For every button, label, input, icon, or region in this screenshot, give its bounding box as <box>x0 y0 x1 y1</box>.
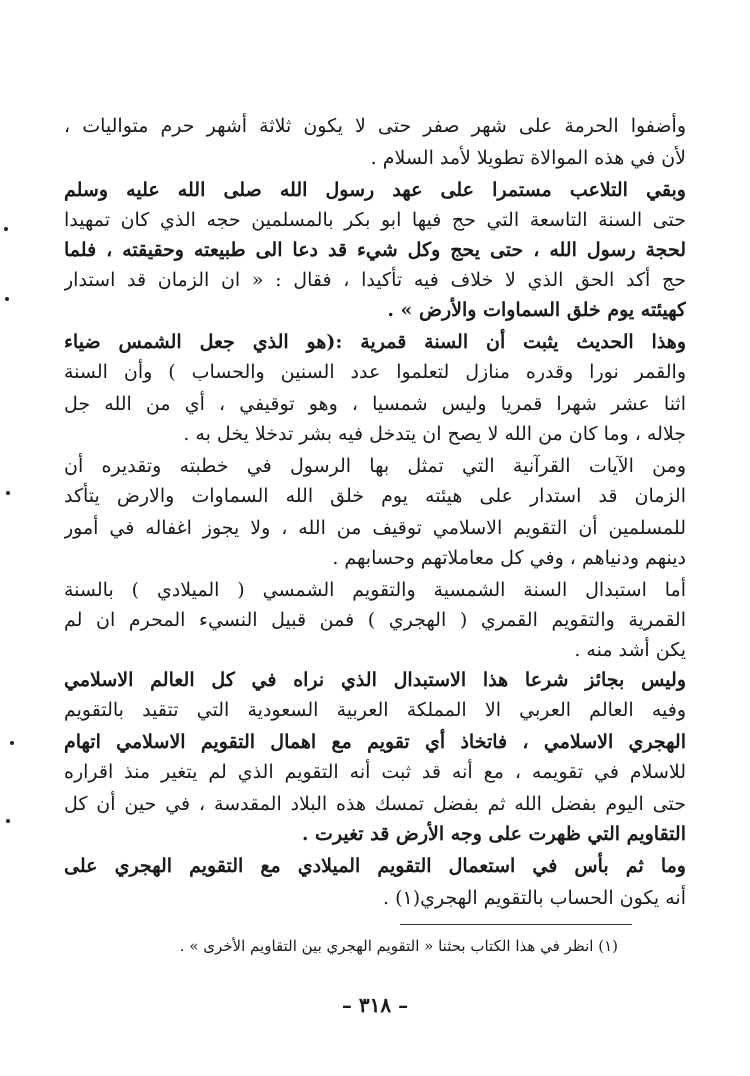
text-line: وليس بجائز شرعا هذا الاستبدال الذي نراه في كل العالم الاسلامي <box>64 669 686 691</box>
text-line: وهذا الحديث يثبت أن السنة قمرية :(هو الذي جعل الشمس ضياء <box>64 331 686 353</box>
text-line: وما ثم بأس في استعمال التقويم الميلادي مع التقويم الهجري على <box>64 855 686 877</box>
text-line: جلاله ، وما كان من الله لا يصح ان يتدخل فيه بشر تدخلا يخل به . <box>183 423 686 445</box>
scan-speck <box>10 741 14 745</box>
text-line: لحجة رسول الله ، حتى يحج وكل شيء قد دعا الى طبيعته وحقيقته ، فلما <box>64 239 686 261</box>
text-line: وأضفوا الحرمة على شهر صفر حتى لا يكون ثلاثة أشهر حرم متواليات ، <box>64 115 686 137</box>
scan-speck <box>6 819 10 823</box>
text-line: وبقي التلاعب مستمرا على عهد رسول الله صلى الله عليه وسلم <box>64 179 686 201</box>
text-line: وفيه العالم العربي الا المملكة العربية السعودية التي تتقيد بالتقويم <box>64 699 686 721</box>
text-line: حتى اليوم بفضل الله ثم بفضل تمسك هذه البلاد المقدسة ، في حين أن كل <box>64 793 686 815</box>
text-line: كهيئته يوم خلق السماوات والأرض » . <box>387 299 686 321</box>
text-line: للمسلمين أن التقويم الاسلامي توقيف من الله ، ولا يجوز اغفاله في أمور <box>64 517 686 539</box>
text-line: حتى السنة التاسعة التي حج فيها ابو بكر بالمسلمين حجه الذي كان تمهيدا <box>64 209 686 231</box>
text-line: الزمان قد استدار على هيئته يوم خلق الله السماوات والارض يتأكد <box>64 485 686 507</box>
scan-speck <box>4 227 8 231</box>
text-line: لأن في هذه الموالاة تطويلا لأمد السلام . <box>370 147 686 169</box>
text-line: الهجري الاسلامي ، فاتخاذ أي تقويم مع اهمال التقويم الاسلامي اتهام <box>64 731 686 753</box>
text-line: أنه يكون الحساب بالتقويم الهجري(١) . <box>383 887 686 909</box>
text-line: اثنا عشر شهرا قمريا وليس شمسيا ، وهو توقيفي ، أي من الله جل <box>64 393 686 415</box>
text-line: ومن الآيات القرآنية التي تمثل بها الرسول في خطبته وتقديره أن <box>64 455 686 477</box>
text-line: والقمر نورا وقدره منازل لتعلموا عدد السنين والحساب ) وأن السنة <box>64 361 686 383</box>
text-line: التقاويم التي ظهرت على وجه الأرض قد تغيرت . <box>301 823 686 845</box>
text-line: حج أكد الحق الذي لا خلاف فيه تأكيدا ، فقال : « ان الزمان قد استدار <box>64 269 686 291</box>
footnote: (١) انظر في هذا الكتاب بحثنا « التقويم الهجري بين التقاويم الأخرى » . <box>179 937 618 955</box>
text-line: للاسلام في تقويمه ، مع أنه قد ثبت أنه التقويم الذي لم يتغير منذ اقراره <box>64 761 686 783</box>
scan-speck <box>6 491 10 495</box>
footnote-divider <box>400 924 632 925</box>
text-line: أما استبدال السنة الشمسية والتقويم الشمسي ( الميلادي ) بالسنة <box>64 579 686 601</box>
page-number: – ٣١٨ – <box>341 993 409 1017</box>
scan-speck <box>5 297 9 301</box>
text-line: يكن أشد منه . <box>574 639 686 661</box>
text-line: دينهم ودنياهم ، وفي كل معاملاتهم وحسابهم . <box>332 547 686 569</box>
text-line: القمرية والتقويم القمري ( الهجري ) فمن قبيل النسيء المحرم ان لم <box>64 609 686 631</box>
